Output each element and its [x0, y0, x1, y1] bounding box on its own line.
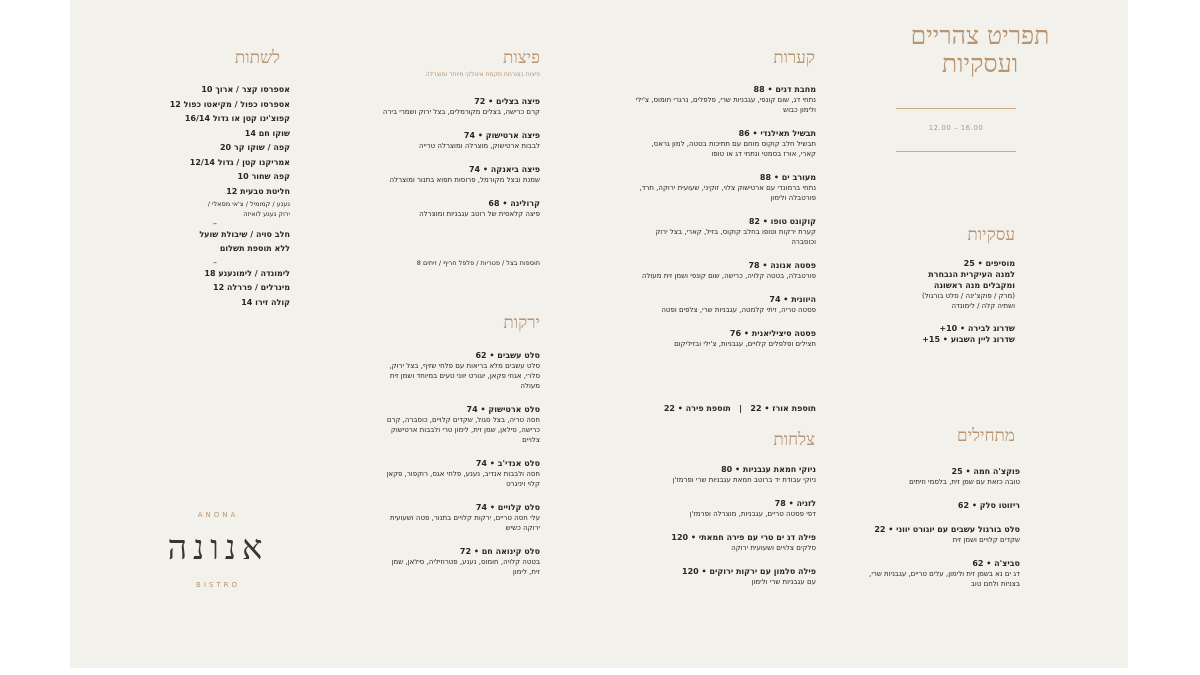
divider-dash: –	[213, 257, 217, 267]
business-offer-price: מוסיפים • 25	[963, 259, 1015, 268]
item-name: פילה סלמון עם ירקות ירוקים • 120	[682, 567, 816, 576]
menu-item	[380, 502, 540, 533]
starters-list	[860, 466, 1020, 602]
item-name: תבשיל תאילנדי • 86	[738, 129, 816, 138]
addon-rice: תוספת אורז • 22	[750, 404, 816, 413]
item-description: בטטה קלויה, חומוס, נענע, פטרוזיליה, סילאן, שמן זית, לימון	[391, 558, 540, 576]
menu-item	[370, 130, 540, 151]
addon-freekeh: תוספת פירה • 22	[663, 404, 731, 413]
item-name: ריזוטו סלק • 62	[957, 501, 1020, 510]
logo-bottom-text: BISTRO	[196, 581, 240, 589]
menu-item	[860, 524, 1020, 545]
item-description: תבשיל חלב קוקוס מוחם עם תתיכות בטטה, למון גראס, קארי, אורז בסמטי ונתחי דג או טופו	[651, 140, 816, 158]
drink-item: קפה / שוקו קר 20	[219, 143, 290, 152]
drink-item: לימונדה / לימונענע 18	[204, 268, 290, 278]
menu-item	[860, 500, 1020, 511]
item-description: שקדים קלויים ושמן זית	[952, 536, 1020, 544]
pizzas-list	[370, 96, 540, 232]
menu-item	[632, 328, 816, 349]
item-name: מעורב ים • 88	[759, 173, 816, 182]
menu-item	[632, 294, 816, 315]
item-name: סלט קינואה חם • 72	[459, 547, 540, 556]
menu-title	[880, 22, 1080, 78]
drink-item: קולה זירו 14	[241, 297, 290, 307]
business-offer-line: ומקבלים מנה ראשונה	[933, 281, 1015, 290]
menu-item	[632, 216, 816, 247]
item-description: פסטה טריה, זיתי קלמטה, עגבניות שרי, צלפים ופטה	[661, 306, 816, 314]
drink-item: קפוצ'ינו קטן או גדול 16/14	[184, 114, 290, 123]
item-description: חסה ולבבות אנדיב, נענע, פלחי אגס, רוקפור, פקאן קלוי ויניגרט	[386, 470, 540, 488]
menu-item	[380, 546, 540, 577]
item-name: לזניה • 78	[774, 499, 816, 508]
business-section	[860, 258, 1015, 345]
business-heading: עסקיות	[967, 225, 1015, 245]
menu-item	[860, 466, 1020, 487]
bowls-addons	[632, 403, 816, 414]
tea-note: נענע / קמומיל / צ'אי מסאלי /	[207, 200, 290, 208]
drinks-list	[140, 83, 290, 310]
menu-item	[632, 498, 816, 519]
item-name: ניוקי חמאת עגבניות • 80	[721, 465, 816, 474]
plates-list	[632, 464, 816, 600]
item-name: סלט קלויים • 74	[475, 503, 540, 512]
drink-item: שוקו חם 14	[244, 128, 290, 138]
upgrade-wine: שדרוג ליין השבוע • 15+	[922, 335, 1015, 344]
upgrade-beer: שדרוג לבירה • 10+	[939, 324, 1015, 333]
milk-option: חלב סויה / שיבולת שועל	[199, 230, 290, 239]
item-name: היוונית • 74	[769, 295, 816, 304]
drinks-heading: לשתות	[234, 48, 280, 68]
milk-option: ללא תוספת תשלום	[219, 243, 290, 253]
menu-item	[370, 164, 540, 185]
addon-separator: |	[739, 404, 743, 413]
divider-dash: –	[213, 219, 217, 228]
pizza-extras: תוספות בצל / פטריות / פלפל חריף / זיתים 8	[416, 259, 540, 267]
item-name: פיצה בצלים • 72	[474, 97, 540, 106]
business-note: ושתיה קלה / לימונדה	[951, 302, 1015, 310]
item-description: סלקים צלויים ושעועית ירוקה	[731, 544, 816, 552]
item-name: פיצה ביאנקה • 74	[468, 165, 540, 174]
item-name: סביצ'ה • 62	[972, 559, 1020, 568]
item-description: עלי חסה טריים, ירקות קלויים בתנור, פטה ושעועית ירוקה כשיש	[389, 514, 540, 532]
menu-item	[370, 96, 540, 117]
salads-list	[380, 350, 540, 590]
drink-item: אספרסו כפול / מקיאטו כפול 12	[169, 99, 290, 109]
divider-top	[896, 108, 1016, 109]
logo-top-text: ANONA	[197, 511, 239, 519]
menu-item	[632, 84, 816, 115]
item-name: פיצה ארטישוק • 74	[463, 131, 540, 140]
business-note: (מרק / פוקצ'ינה / סלט בורגול)	[922, 292, 1015, 300]
item-description: ניוקי עבודת יד ברוטב חמאת עגבניות שרי ופרמז'ן	[672, 476, 816, 484]
drink-item: אמריקנו קטן / גדול 12/14	[189, 157, 290, 167]
business-offer-line: למנה העיקרית הנבחרת	[928, 270, 1015, 279]
drink-item: מינרלים / פררלה 12	[213, 283, 290, 292]
item-description: חצילים ופלפלים קלויים, עגבניות, צ'ילי ובזיליקום	[674, 340, 816, 348]
item-name: פסטה סיציליאנית • 76	[729, 329, 816, 338]
item-description: סלט עשבים מלא בריאות עם פלחי שזיף, בצל ירוק, סלרי, אגוזי פקאן, יוגורט יווני טעים במיוחד ושמן זית מעולה	[389, 362, 540, 390]
item-description: עם עגבניות שרי ולימון	[751, 578, 816, 586]
item-description: נתחי דג, שום קונפי, עגבניות שרי, פלפלים, נרגרי חומוס, צ'ילי ולימון כבוש	[635, 96, 816, 114]
item-name: פסטה אנונה • 78	[748, 261, 816, 270]
item-description: דג ים נא בשמן זית ולימון, עלים טריים, עגבניות שרי, בצניות ולחם טוב	[869, 570, 1020, 588]
menu-item	[632, 566, 816, 587]
item-description: פיצה קלאסית של רוטב עגבניות ומוצרלה	[419, 210, 540, 218]
item-description: חסה טריה, בצל סגול, שקדים קלויים, כוסברה, קרם כרישה, סילאן, שמן זית, לימון טרי ולבבות ארטישוק צלויים	[386, 416, 540, 444]
item-name: פוקצ'ה חמה • 25	[951, 467, 1020, 476]
drink-item: חליטת טבעית 12	[226, 186, 290, 196]
menu-item	[632, 532, 816, 553]
menu-item	[632, 128, 816, 159]
drink-item: קפה שחור 10	[237, 172, 290, 181]
item-description: נתחי ברמונדי עם ארטישוק צלוי, זוקיני, שעועית ירוקה, תרד, פורטבלה ולימון	[639, 184, 816, 202]
pizzas-subtitle: פיצות בצורנות מקמח איטלקי מיוחד ומוצרלה	[425, 71, 540, 78]
tea-note: ירוק נענע לואיזה	[243, 210, 290, 218]
divider-bottom	[896, 151, 1016, 152]
title-line-1: תפריט צהריים	[910, 21, 1050, 50]
logo: אנונה	[167, 528, 269, 568]
item-description: שמנת ובצל מקורמל, פרוסות תפוא בתנור ומוצרלה	[389, 176, 540, 184]
drink-item: אספרסו קצר / ארוך 10	[201, 85, 290, 94]
item-description: קערת ירקות וטופו בחלב קוקוס, בזיל, קארי, בצל ירוק וכוסברה	[655, 228, 816, 246]
item-name: סלט אנדי'ב • 74	[475, 459, 540, 468]
menu-page	[70, 0, 1128, 668]
item-name: מחבת דגים • 88	[753, 85, 816, 94]
bowls-list	[632, 84, 816, 362]
salads-heading: ירקות	[503, 313, 540, 333]
menu-item	[632, 172, 816, 203]
menu-item	[380, 350, 540, 391]
hours: 12.00 – 16.00	[928, 124, 984, 132]
menu-item	[370, 198, 540, 219]
item-description: טובה כזאת עם שמן זית, בלסמי וזיתים	[909, 478, 1020, 486]
item-name: קרולינה • 68	[488, 199, 540, 208]
item-name: סלט בורגול עשבים עם יוגורט יווני • 22	[874, 525, 1020, 534]
item-name: פילה דג ים טרי עם פירה חמאתי • 120	[671, 533, 816, 542]
item-name: קוקונט טופו • 82	[748, 217, 816, 226]
item-description: קרם כרישה, בצלים מקורמלים, בצל ירוק ושמרי בירה	[382, 108, 540, 116]
starters-heading: מתחילים	[957, 426, 1015, 446]
menu-item	[632, 260, 816, 281]
item-description: פורטבלה, בטטה קלויה, כרישה, שום קונפי ושמן זית מעולה	[641, 272, 816, 280]
title-line-2: ועסקיות	[941, 49, 1019, 78]
menu-item	[860, 558, 1020, 589]
menu-item	[380, 404, 540, 445]
item-description: לבבות ארטישוק, מוצרלה ומוצרלה טרייה	[418, 142, 540, 150]
item-name: סלט ארטישוק • 74	[466, 405, 540, 414]
item-description: דפי פסטה טריים, עגבניות, מוצרלה ופרמז'ן	[689, 510, 816, 518]
item-name: סלט עשבים • 62	[475, 351, 540, 360]
pizzas-heading: פיצות	[503, 48, 540, 68]
menu-item	[632, 464, 816, 485]
plates-heading: צלחות	[773, 430, 815, 450]
menu-item	[380, 458, 540, 489]
bowls-heading: קערות	[773, 48, 815, 68]
